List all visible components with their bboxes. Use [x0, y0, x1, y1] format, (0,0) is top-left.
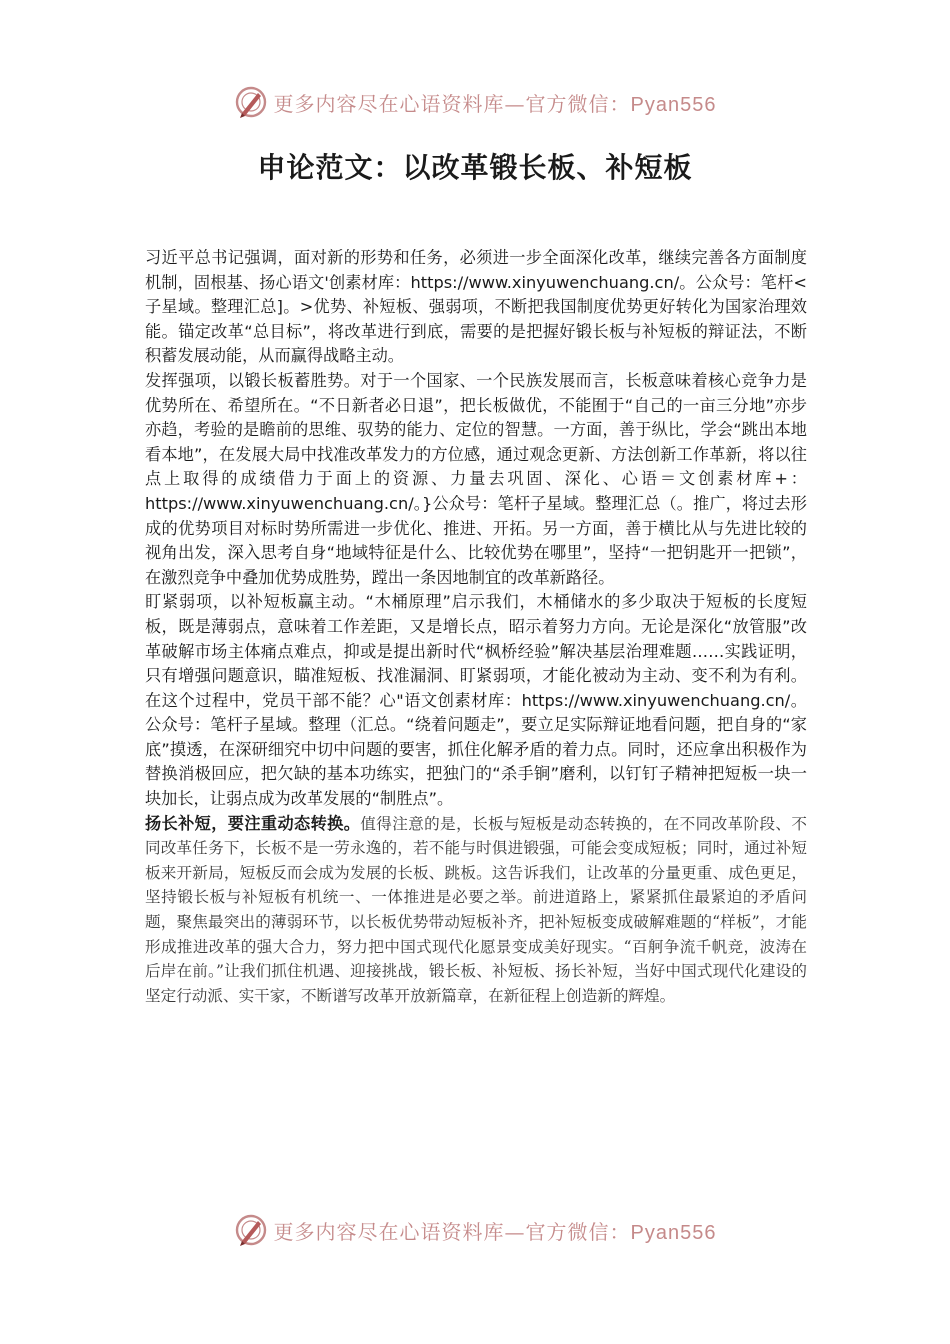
paragraph-conclusion [145, 812, 807, 1009]
pen-logo-icon [234, 1213, 268, 1247]
footer-wechat-id: Pyan556 [630, 1221, 717, 1244]
paragraph-intro: 习近平总书记强调，面对新的形势和任务，必须进一步全面深化改革，继续完善各方面制度机制，固根基、扬心语文'创素材库：https://www.xinyuwenchuang.cn/。公众号：笔杆<子星域。整理汇总]。>优势、补短板、强弱项，不断把我国制度优势更好转化为国家治理效能。锚定改革“总目标”，将改革进行到底，需要的是把握好锻长板与补短板的辩证法，不断积蓄发展动能，从而赢得战略主动。 [145, 248, 807, 366]
header-watermark-banner [0, 80, 950, 124]
paragraph-strengths: 发挥强项，以锻长板蓄胜势。对于一个国家、一个民族发展而言，长板意味着核心竞争力是优势所在、希望所在。“不日新者必日退”，把长板做优，不能囿于“自己的一亩三分地”亦步亦趋，考验的是瞻前的思维、驭势的能力、定位的智慧。一方面，善于纵比，学会“跳出本地看本地”，在发展大局中找准改革发力的方位感，通过观念更新、方法创新工作革新，将以往点上取得的成绩借力于面上的资源、力量去巩固、深化、心语＝文创素材库+：https://www.xinyuwenchuang.cn/。}公众号：笔杆子星域。整理汇总（。推广，将过去形成的优势项目对标时势所需进一步优化、推进、开拓。另一方面，善于横比从与先进比较的视角出发，深入思考自身“地域特征是什么、比较优势在哪里”，坚持“一把钥匙开一把锁”，在激烈竞争中叠加优势成胜势，蹚出一条因地制宜的改革新路径。 [145, 370, 807, 587]
pen-logo-icon [234, 85, 268, 119]
header-wechat-id: Pyan556 [630, 93, 717, 116]
header-watermark-text: 更多内容尽在心语资料库—官方微信：Pyan556 [273, 91, 717, 116]
paragraph-weaknesses: 盯紧弱项，以补短板赢主动。“木桶原理”启示我们，木桶储水的多少取决于短板的长度短板，既是薄弱点，意味着工作差距，又是增长点，昭示着努力方向。无论是深化“放管服”改革破解市场主体痛点难点，抑或是提出新时代“枫桥经验”解决基层治理难题……实践证明，只有增强问题意识，瞄准短板、找准漏洞、盯紧弱项，才能化被动为主动、变不利为有利。在这个过程中，党员干部不能？心"语文创素材库：https://www.xinyuwenchuang.cn/。公众号：笔杆子星域。整理（汇总。“绕着问题走”，要立足实际辩证地看问题，把自身的“家底”摸透，在深研细究中切中问题的要害，抓住化解矛盾的着力点。同时，还应拿出积极作为替换消极回应，把欠缺的基本功练实，把独门的“杀手锏”磨利，以钉钉子精神把短板一块一块加长，让弱点成为改革发展的“制胜点”。 [145, 592, 807, 809]
conclusion-lead-heading: 扬长补短，要注重动态转换。 [145, 813, 361, 833]
article-body [145, 246, 807, 1008]
conclusion-text: 值得注意的是，长板与短板是动态转换的，在不同改革阶段、不同改革任务下，长板不是一劳永逸的，若不能与时俱进锻强，可能会变成短板；同时，通过补短板来开新局，短板反而会成为发展的长板、跳板。这告诉我们，让改革的分量更重、成色更足，坚持锻长板与补短板有机统一、一体推进是必要之举。前进道路上，紧紧抓住最紧迫的矛盾问题，聚焦最突出的薄弱环节，以长板优势带动短板补齐，把补短板变成破解难题的“样板”，才能形成推进改革的强大合力，努力把中国式现代化愿景变成美好现实。“百舸争流千帆竞，波涛在后岸在前。”让我们抓住机遇、迎接挑战，锻长板、补短板、扬长补短，当好中国式现代化建设的坚定行动派、实干家，不断谱写改革开放新篇章，在新征程上创造新的辉煌。 [145, 814, 807, 1005]
footer-watermark-text: 更多内容尽在心语资料库—官方微信：Pyan556 [273, 1219, 717, 1244]
footer-watermark-banner [0, 1208, 950, 1252]
page-title: 申论范文：以改革锻长板、补短板 [257, 151, 693, 184]
